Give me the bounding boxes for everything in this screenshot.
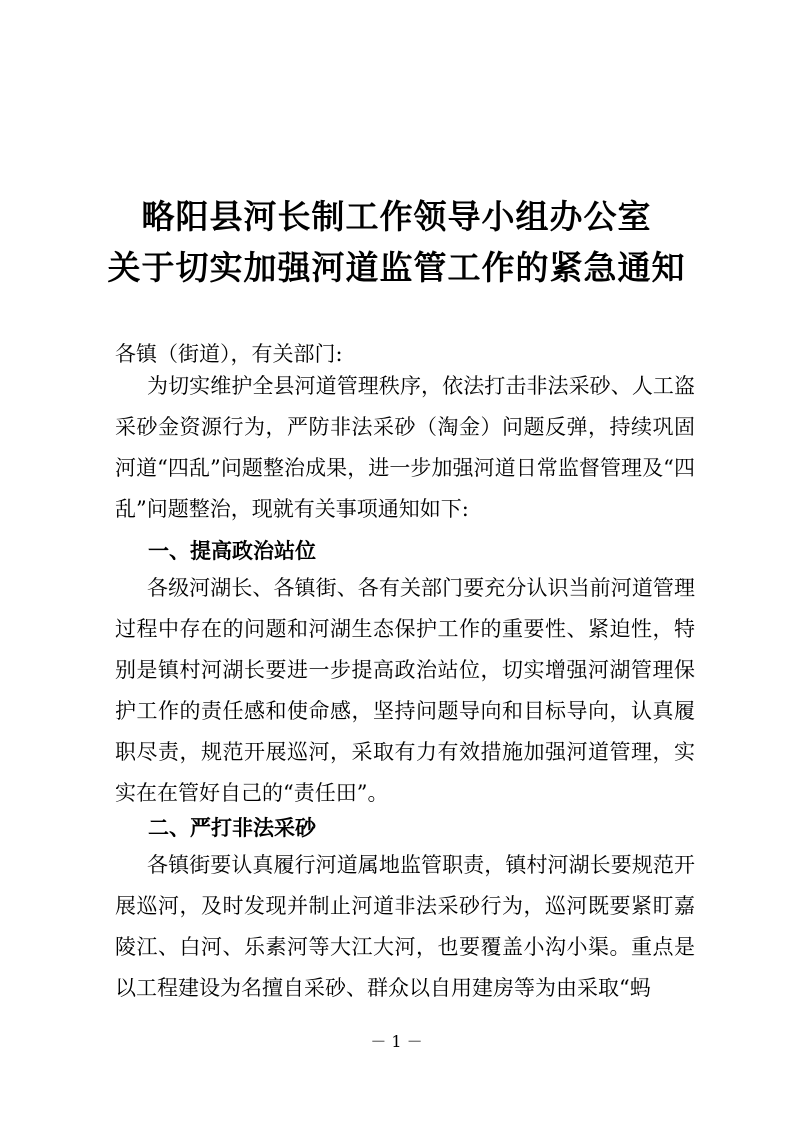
document-title-line-1: 略阳县河长制工作领导小组办公室	[141, 197, 652, 236]
section-1-heading: 一、提高政治站位	[148, 539, 316, 563]
page-number: － 1 －	[370, 1032, 423, 1051]
section-1-paragraph: 各级河湖长、各镇街、各有关部门要充分认识当前河道管理过程中存在的问题和河湖生态保护工作的重要性、紧迫性，特别是镇村河湖长要进一步提高政治站位，切实增强河湖管理保护工作的责任感和使命感，坚持问题导向和目标导向，认真履职尽责，规范开展巡河，采取有力有效措施加强河道管理，实实在在管好自己的“责任田”。	[115, 576, 695, 805]
salutation: 各镇（街道），有关部门:	[115, 342, 343, 366]
document-title-line-2: 关于切实加强河道监管工作的紧急通知	[107, 248, 686, 287]
section-2-paragraph: 各镇街要认真履行河道属地监管职责，镇村河湖长要规范开展巡河，及时发现并制止河道非法采砂行为，巡河既要紧盯嘉陵江、白河、乐素河等大江大河，也要覆盖小沟小渠。重点是以工程建设为名擅自采砂、群众以自用建房等为由采取“蚂	[115, 853, 695, 1000]
section-2-heading: 二、严打非法采砂	[148, 816, 316, 840]
intro-paragraph: 为切实维护全县河道管理秩序，依法打击非法采砂、人工盗采砂金资源行为，严防非法采砂（淘金）问题反弹，持续巩固河道“四乱”问题整治成果，进一步加强河道日常监督管理及“四乱”问题整治，现就有关事项通知如下:	[115, 374, 695, 521]
